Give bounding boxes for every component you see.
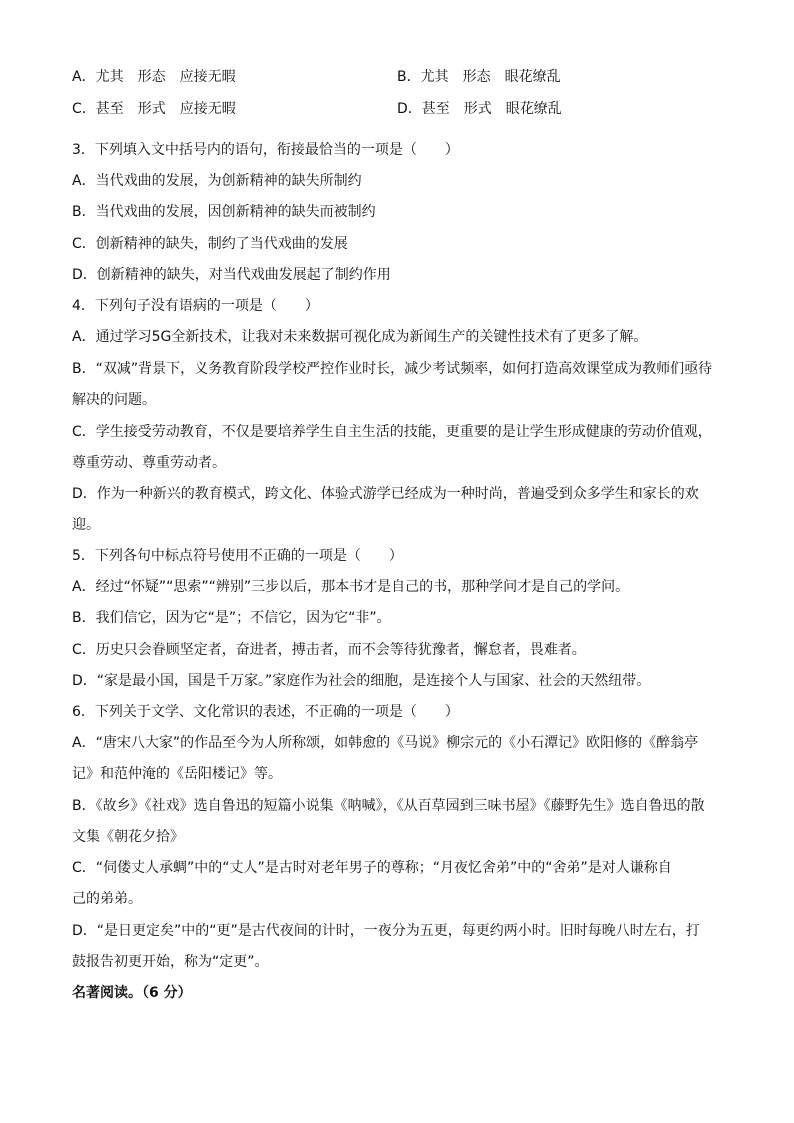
q6-option-a-line1: A．“唐宋八大家”的作品至今为人所称颂，如韩愈的《马说》柳宗元的《小石潭记》欧阳修的《醉翁亭	[72, 735, 699, 751]
q5-stem: 5．下列各句中标点符号使用不正确的一项是（ ）	[72, 548, 403, 564]
q5-option-c: C．历史只会眷顾坚定者，奋进者，搏击者，而不会等待犹豫者，懈怠者，畏难者。	[72, 642, 586, 658]
q5-option-d: D．“家是最小国，国是千万家。”家庭作为社会的细胞，是连接个人与国家、社会的天然纽带。	[72, 673, 651, 689]
q5-option-b: B．我们信它，因为它“是”；不信它，因为它“非”。	[72, 610, 391, 626]
q3-option-a: A．当代戏曲的发展，为创新精神的缺失所制约	[72, 173, 362, 189]
q3-option-d: D．创新精神的缺失，对当代戏曲发展起了制约作用	[72, 267, 391, 283]
q6-option-a-line2: 记》和范仲淹的《岳阳楼记》等。	[72, 766, 282, 782]
q4-option-d-line1: D．作为一种新兴的教育模式，跨文化、体验式游学已经成为一种时尚，普遍受到众多学生和家长的欢	[72, 486, 699, 502]
q2-option-d: D．甚至 形式 眼花缭乱	[397, 101, 562, 117]
q2-option-a: A．尤其 形态 应接无暇	[72, 69, 236, 85]
q3-option-c: C．创新精神的缺失，制约了当代戏曲的发展	[72, 236, 348, 252]
section-title: 名著阅读。（6 分）	[72, 985, 192, 1001]
q6-option-c-line1: C．“伺偻丈人承蜩”中的“丈人”是古时对老年男子的尊称；“月夜忆舍弟”中的“舍弟”是对人谦称自	[72, 860, 672, 876]
q6-stem: 6．下列关于文学、文化常识的表述，不正确的一项是（ ）	[72, 704, 459, 720]
q6-option-b-line2: 文集《朝花夕拾》	[72, 829, 184, 845]
q4-option-b-line1: B．“双减”背景下，义务教育阶段学校严控作业时长，减少考试频率，如何打造高效课堂成为教师们亟待	[72, 361, 713, 377]
q6-option-d-line1: D．“是日更定矣”中的“更”是古代夜间的计时，一夜分为五更，每更约两小时。旧时每晚八时左右，打	[72, 923, 700, 939]
q4-option-a: A．通过学习5G全新技术，让我对未来数据可视化成为新闻生产的关键性技术有了更多了解。	[72, 329, 648, 345]
q4-option-b-line2: 解决的问题。	[72, 392, 156, 408]
q3-option-b: B．当代戏曲的发展，因创新精神的缺失而被制约	[72, 204, 376, 220]
q4-option-c-line1: C．学生接受劳动教育，不仅是要培养学生自主生活的技能，更重要的是让学生形成健康的劳动价值观，	[72, 424, 712, 440]
q6-option-d-line2: 鼓报告初更开始，称为“定更”。	[72, 954, 269, 970]
q6-option-c-line2: 己的弟弟。	[72, 891, 142, 907]
q5-option-a: A．经过“怀疑”“思索”“辨别”三步以后，那本书才是自己的书，那种学问才是自己的学问。	[72, 579, 630, 595]
q2-option-c: C．甚至 形式 应接无暇	[72, 101, 236, 117]
q4-option-d-line2: 迎。	[72, 517, 100, 533]
q2-option-b: B．尤其 形态 眼花缭乱	[397, 69, 561, 85]
q4-option-c-line2: 尊重劳动、尊重劳动者。	[72, 455, 226, 471]
q4-stem: 4．下列句子没有语病的一项是（ ）	[72, 298, 319, 314]
q6-option-b-line1: B．《故乡》《社戏》选自鲁迅的短篇小说集《呐喊》，《从百草园到三味书屋》《藤野先生》选自鲁迅的散	[72, 798, 705, 814]
q3-stem: 3．下列填入文中括号内的语句，衔接最恰当的一项是（ ）	[72, 142, 459, 158]
